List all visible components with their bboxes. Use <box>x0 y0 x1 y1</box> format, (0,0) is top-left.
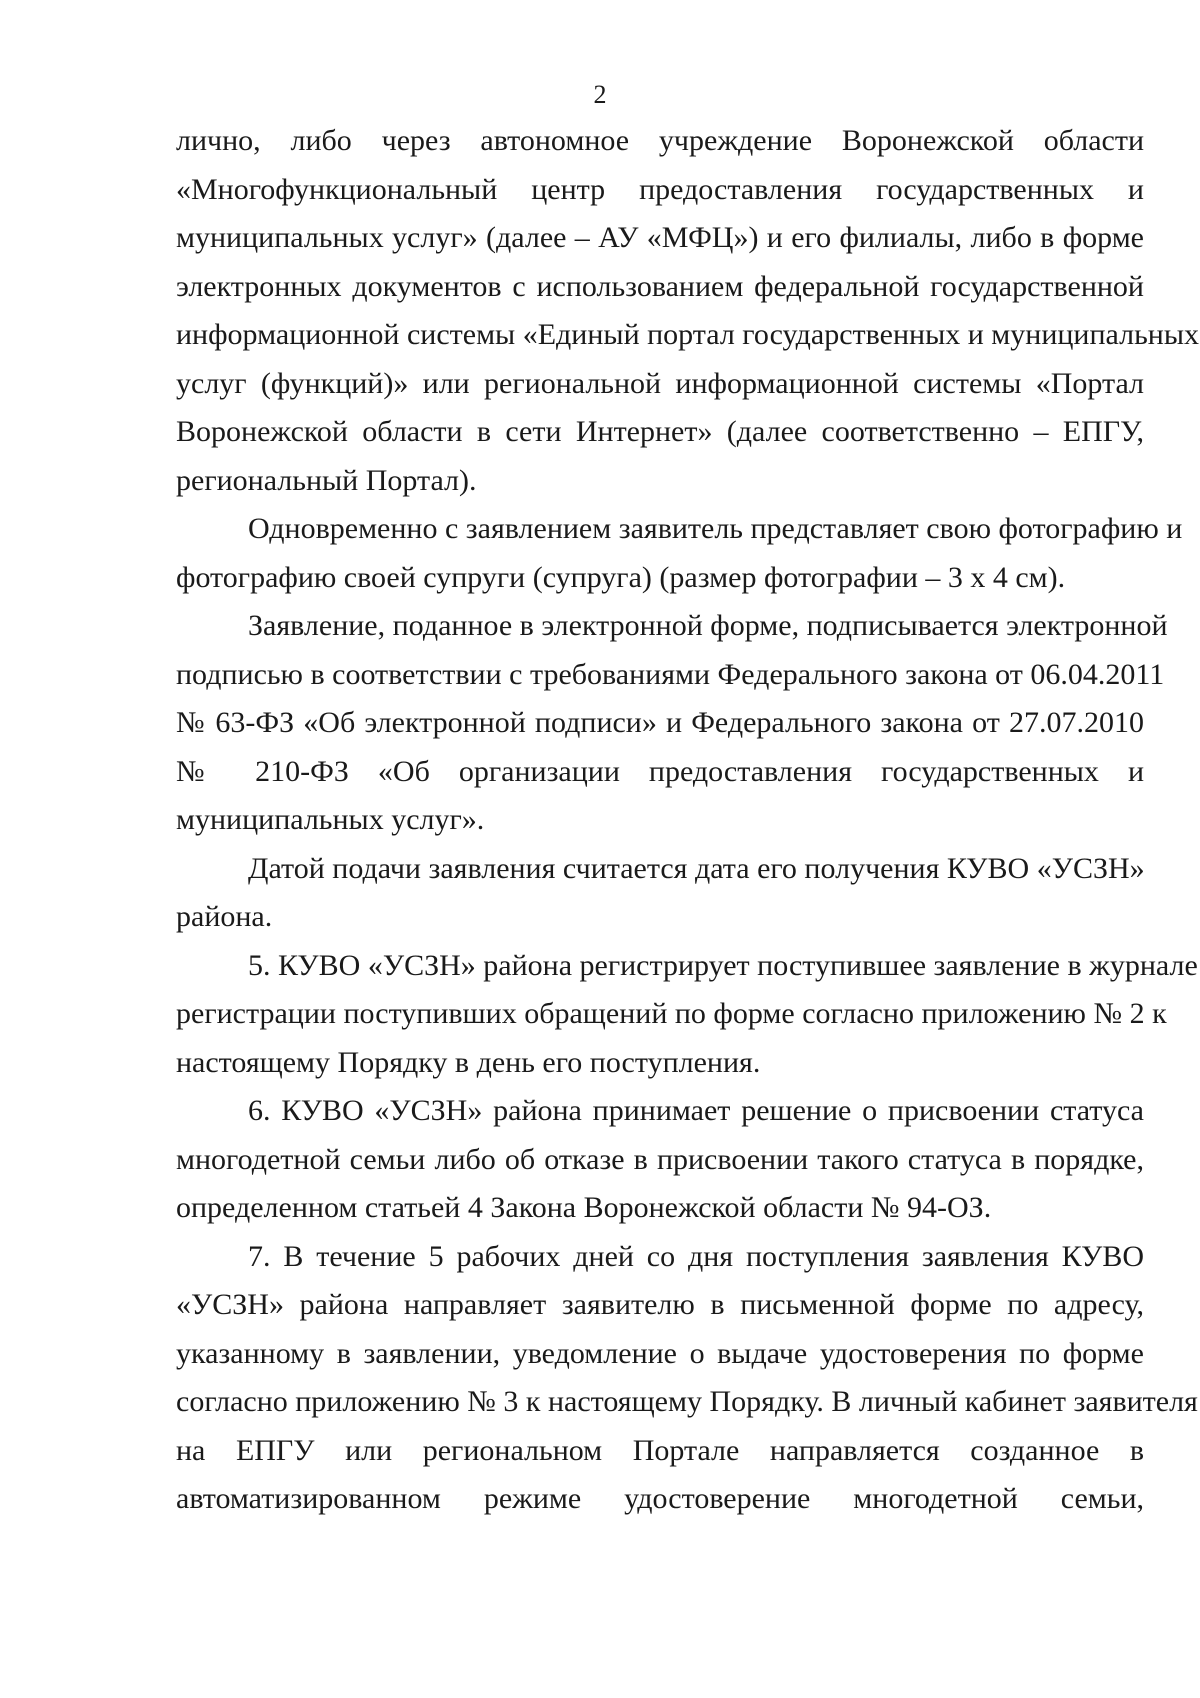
text-line: № 210-ФЗ «Об организации предоставления государственных и <box>176 754 1144 788</box>
paragraph-p1 <box>176 117 1199 505</box>
text-line: электронных документов с использованием федеральной государственной <box>176 269 1144 303</box>
paragraph-p5 <box>176 942 1198 1088</box>
text-line: Заявление, поданное в электронной форме, подписывается электронной <box>248 609 1168 642</box>
paragraph-p2 <box>176 505 1183 602</box>
paragraph-p7 <box>176 1233 1198 1524</box>
text-line: настоящему Порядку в день его поступления. <box>176 1045 761 1079</box>
text-line: лично, либо через автономное учреждение Воронежской области <box>176 124 1144 157</box>
page-number: 2 <box>593 80 607 109</box>
text-line: услуг (функций)» или региональной информационной системы «Портал <box>176 366 1144 400</box>
text-line: 6. КУВО «УСЗН» района принимает решение о присвоении статуса <box>248 1094 1144 1127</box>
text-line: района. <box>176 900 273 933</box>
paragraph-p6 <box>176 1087 1144 1233</box>
text-line: Датой подачи заявления считается дата его получения КУВО «УСЗН» <box>248 851 1145 885</box>
text-line: 7. В течение 5 рабочих дней со дня поступления заявления КУВО <box>248 1239 1144 1273</box>
text-line: «УСЗН» района направляет заявителю в письменной форме по адресу, <box>176 1288 1144 1321</box>
text-line: 5. КУВО «УСЗН» района регистрирует поступившее заявление в журнале <box>248 948 1198 982</box>
text-line: региональный Портал). <box>176 463 477 497</box>
paragraph-p4 <box>176 845 1144 942</box>
text-line: определенном статьей 4 Закона Воронежской области № 94-ОЗ. <box>176 1191 992 1224</box>
text-line: многодетной семьи либо об отказе в присвоении такого статуса в порядке, <box>176 1142 1144 1176</box>
text-line: муниципальных услуг» (далее – АУ «МФЦ») и его филиалы, либо в форме <box>176 221 1144 254</box>
text-line: автоматизированном режиме удостоверение многодетной семьи, <box>176 1482 1144 1515</box>
text-line: согласно приложению № 3 к настоящему Порядку. В личный кабинет заявителя <box>176 1385 1198 1418</box>
text-line: муниципальных услуг». <box>176 803 485 836</box>
text-line: информационной системы «Единый портал государственных и муниципальных <box>176 318 1199 351</box>
text-line: «Многофункциональный центр предоставления государственных и <box>176 172 1144 206</box>
text-line: Одновременно с заявлением заявитель представляет свою фотографию и <box>248 512 1183 545</box>
document-body <box>176 117 1199 1524</box>
text-line: регистрации поступивших обращений по форме согласно приложению № 2 к <box>176 997 1167 1030</box>
text-line: фотографию своей супруги (супруга) (размер фотографии – 3 х 4 см). <box>176 560 1066 594</box>
paragraph-p3 <box>176 602 1168 845</box>
text-line: указанному в заявлении, уведомление о выдаче удостоверения по форме <box>176 1336 1144 1370</box>
text-line: на ЕПГУ или региональном Портале направляется созданное в <box>176 1433 1144 1467</box>
text-line: № 63-ФЗ «Об электронной подписи» и Федерального закона от 27.07.2010 <box>176 706 1144 739</box>
text-line: Воронежской области в сети Интернет» (далее соответственно – ЕПГУ, <box>176 415 1144 448</box>
text-line: подписью в соответствии с требованиями Федерального закона от 06.04.2011 <box>176 657 1165 691</box>
